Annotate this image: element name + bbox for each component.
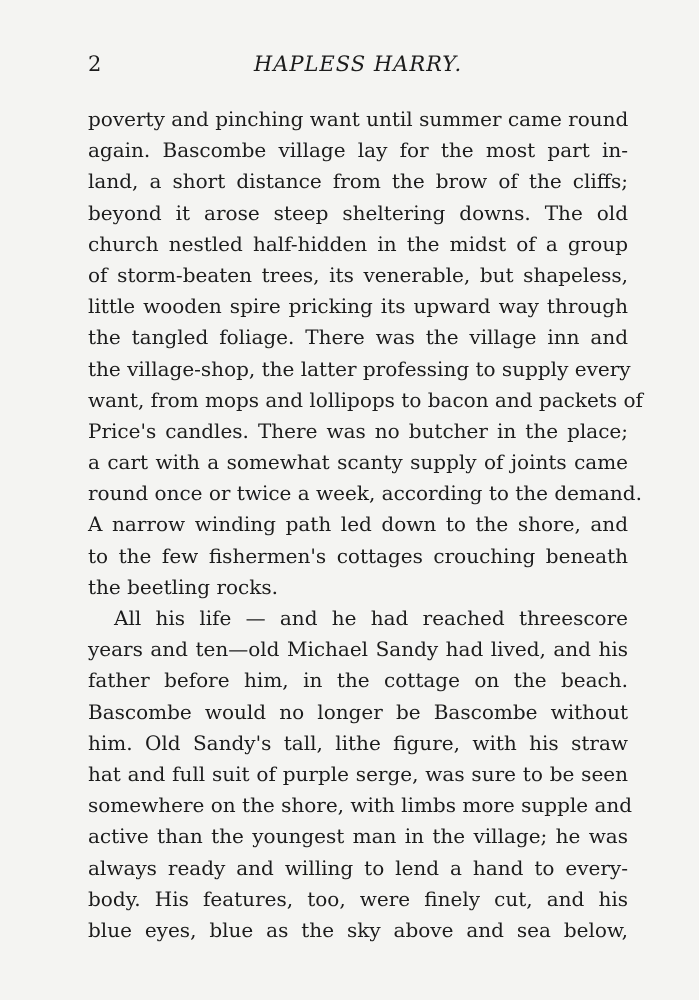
text-line: A narrow winding path led down to the shore, and: [88, 512, 628, 537]
text-line: active than the youngest man in the village; he was: [88, 824, 628, 849]
text-line: of storm-beaten trees, its venerable, but shapeless,: [88, 262, 628, 287]
text-line: to the few fishermen's cottages crouching beneath: [88, 543, 628, 568]
text-line: the village-shop, the latter professing to supply every: [88, 356, 631, 381]
text-line: body. His features, too, were finely cut, and his: [88, 886, 628, 911]
text-line: Price's candles. There was no butcher in the place;: [88, 418, 628, 443]
text-line: always ready and willing to lend a hand to every-: [88, 855, 628, 880]
page-number: 2: [88, 52, 102, 76]
text-line: blue eyes, blue as the sky above and sea below,: [88, 917, 628, 942]
text-line: the beetling rocks.: [88, 574, 278, 599]
text-line: round once or twice a week, according to the demand.: [88, 481, 642, 506]
text-line: a cart with a somewhat scanty supply of joints came: [88, 450, 628, 475]
text-line: want, from mops and lollipops to bacon and packets of: [88, 387, 643, 412]
text-line: years and ten—old Michael Sandy had lived, and his: [88, 637, 628, 662]
text-line: again. Bascombe village lay for the most part in-: [88, 138, 628, 163]
text-line: somewhere on the shore, with limbs more supple and: [88, 793, 633, 818]
text-line: him. Old Sandy's tall, lithe figure, with his straw: [88, 730, 628, 755]
body-text: [88, 104, 643, 946]
text-line: poverty and pinching want until summer came round: [88, 107, 629, 131]
page-header: [88, 52, 628, 84]
text-line: father before him, in the cottage on the beach.: [88, 668, 628, 693]
text-line: Bascombe would no longer be Bascombe without: [88, 699, 628, 724]
text-line: hat and full suit of purple serge, was sure to be seen: [88, 761, 628, 786]
text-line: little wooden spire pricking its upward way through: [88, 294, 628, 319]
text-line: All his life — and he had reached threescore: [114, 606, 628, 630]
text-line: beyond it arose steep sheltering downs. The old: [88, 200, 628, 225]
text-line: the tangled foliage. There was the village inn and: [88, 325, 628, 350]
text-line: land, a short distance from the brow of the cliffs;: [88, 169, 628, 194]
text-line: church nestled half-hidden in the midst of a group: [88, 231, 628, 256]
running-title: HAPLESS HARRY.: [253, 52, 463, 76]
